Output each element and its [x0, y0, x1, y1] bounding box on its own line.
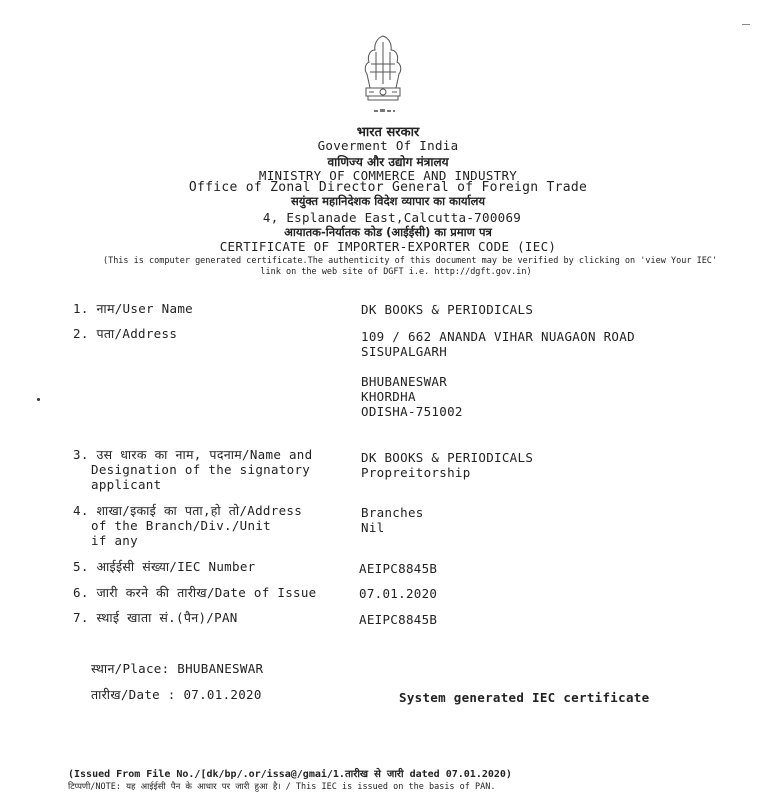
field-4-label-line2: of the Branch/Div./Unit: [91, 518, 271, 533]
field-6-label: 6. जारी करने की तारीख/Date of Issue: [73, 585, 317, 600]
field-3-label-line1: 3. उस धारक का नाम, पदनाम/Name and: [73, 447, 313, 462]
hindi-ministry-heading: वाणिज्य और उद्योग मंत्रालय: [327, 155, 449, 169]
hindi-office-heading: सयुंक्त महानिदेशक विदेश व्यापार का कार्यालय: [290, 194, 486, 208]
system-generated-note: System generated IEC certificate: [399, 690, 650, 705]
field-6-value: 07.01.2020: [359, 586, 438, 601]
certificate-title: CERTIFICATE OF IMPORTER-EXPORTER CODE (IEC): [219, 239, 557, 254]
field-2-value-line1: 109 / 662 ANANDA VIHAR NUAGAON ROAD: [361, 329, 635, 344]
national-emblem-icon: [352, 30, 414, 126]
corner-mark: [742, 24, 750, 25]
footer-note: टिप्पणी/NOTE: यह आईईसी पैन के आधार पर जारी हुआ है। / This IEC is issued on the basis of PAN.: [68, 782, 496, 792]
field-3-value-line1: DK BOOKS & PERIODICALS: [361, 450, 534, 465]
field-1-label: 1. नाम/User Name: [73, 301, 193, 316]
field-3-label-line2: Designation of the signatory: [91, 462, 311, 477]
field-5-value: AEIPC8845B: [359, 561, 438, 576]
government-heading: Goverment Of India: [317, 138, 459, 153]
authenticity-note-line2: link on the web site of DGFT i.e. http://dgft.gov.in): [260, 267, 532, 277]
authenticity-note-line1: (This is computer generated certificate.The authenticity of this document may be verified by clicking on 'view Your IEC': [102, 256, 718, 266]
field-1-value: DK BOOKS & PERIODICALS: [361, 302, 534, 317]
office-heading: Office of Zonal Director General of Foreign Trade: [188, 180, 588, 195]
stray-dot: [37, 398, 40, 401]
field-2-label: 2. पता/Address: [73, 326, 178, 341]
field-2-value-line3: BHUBANESWAR: [361, 374, 448, 389]
hindi-certificate-title: आयातक-निर्यातक कोड (आईईसी) का प्रमाण पत्र: [284, 225, 492, 239]
field-4-value-line1: Branches: [361, 505, 424, 520]
place-line: स्थान/Place: BHUBANESWAR: [91, 661, 264, 676]
field-2-value-line2: SISUPALGARH: [361, 344, 448, 359]
date-line: तारीख/Date : 07.01.2020: [91, 687, 262, 702]
field-4-value-line2: Nil: [361, 520, 385, 535]
field-3-label-line3: applicant: [91, 477, 162, 492]
field-7-label: 7. स्थाई खाता सं.(पैन)/PAN: [73, 610, 238, 625]
field-3-value-line2: Propreitorship: [361, 465, 471, 480]
ministry-heading: MINISTRY OF COMMERCE AND INDUSTRY: [258, 168, 518, 183]
office-address: 4, Esplanade East,Calcutta-700069: [262, 210, 522, 225]
field-5-label: 5. आईईसी संख्या/IEC Number: [73, 559, 256, 574]
field-2-value-line4: KHORDHA: [361, 389, 416, 404]
field-4-label-line1: 4. शाखा/इकाई का पता,हो तो/Address: [73, 503, 303, 518]
hindi-government-heading: भारत सरकार: [356, 125, 420, 140]
field-7-value: AEIPC8845B: [359, 612, 438, 627]
field-2-value-line5: ODISHA-751002: [361, 404, 463, 419]
field-4-label-line3: if any: [91, 533, 138, 548]
issued-from-file: (Issued From File No./[dk/bp/.or/issa@/gmai/1.तारीख से जारी dated 07.01.2020): [68, 769, 512, 780]
